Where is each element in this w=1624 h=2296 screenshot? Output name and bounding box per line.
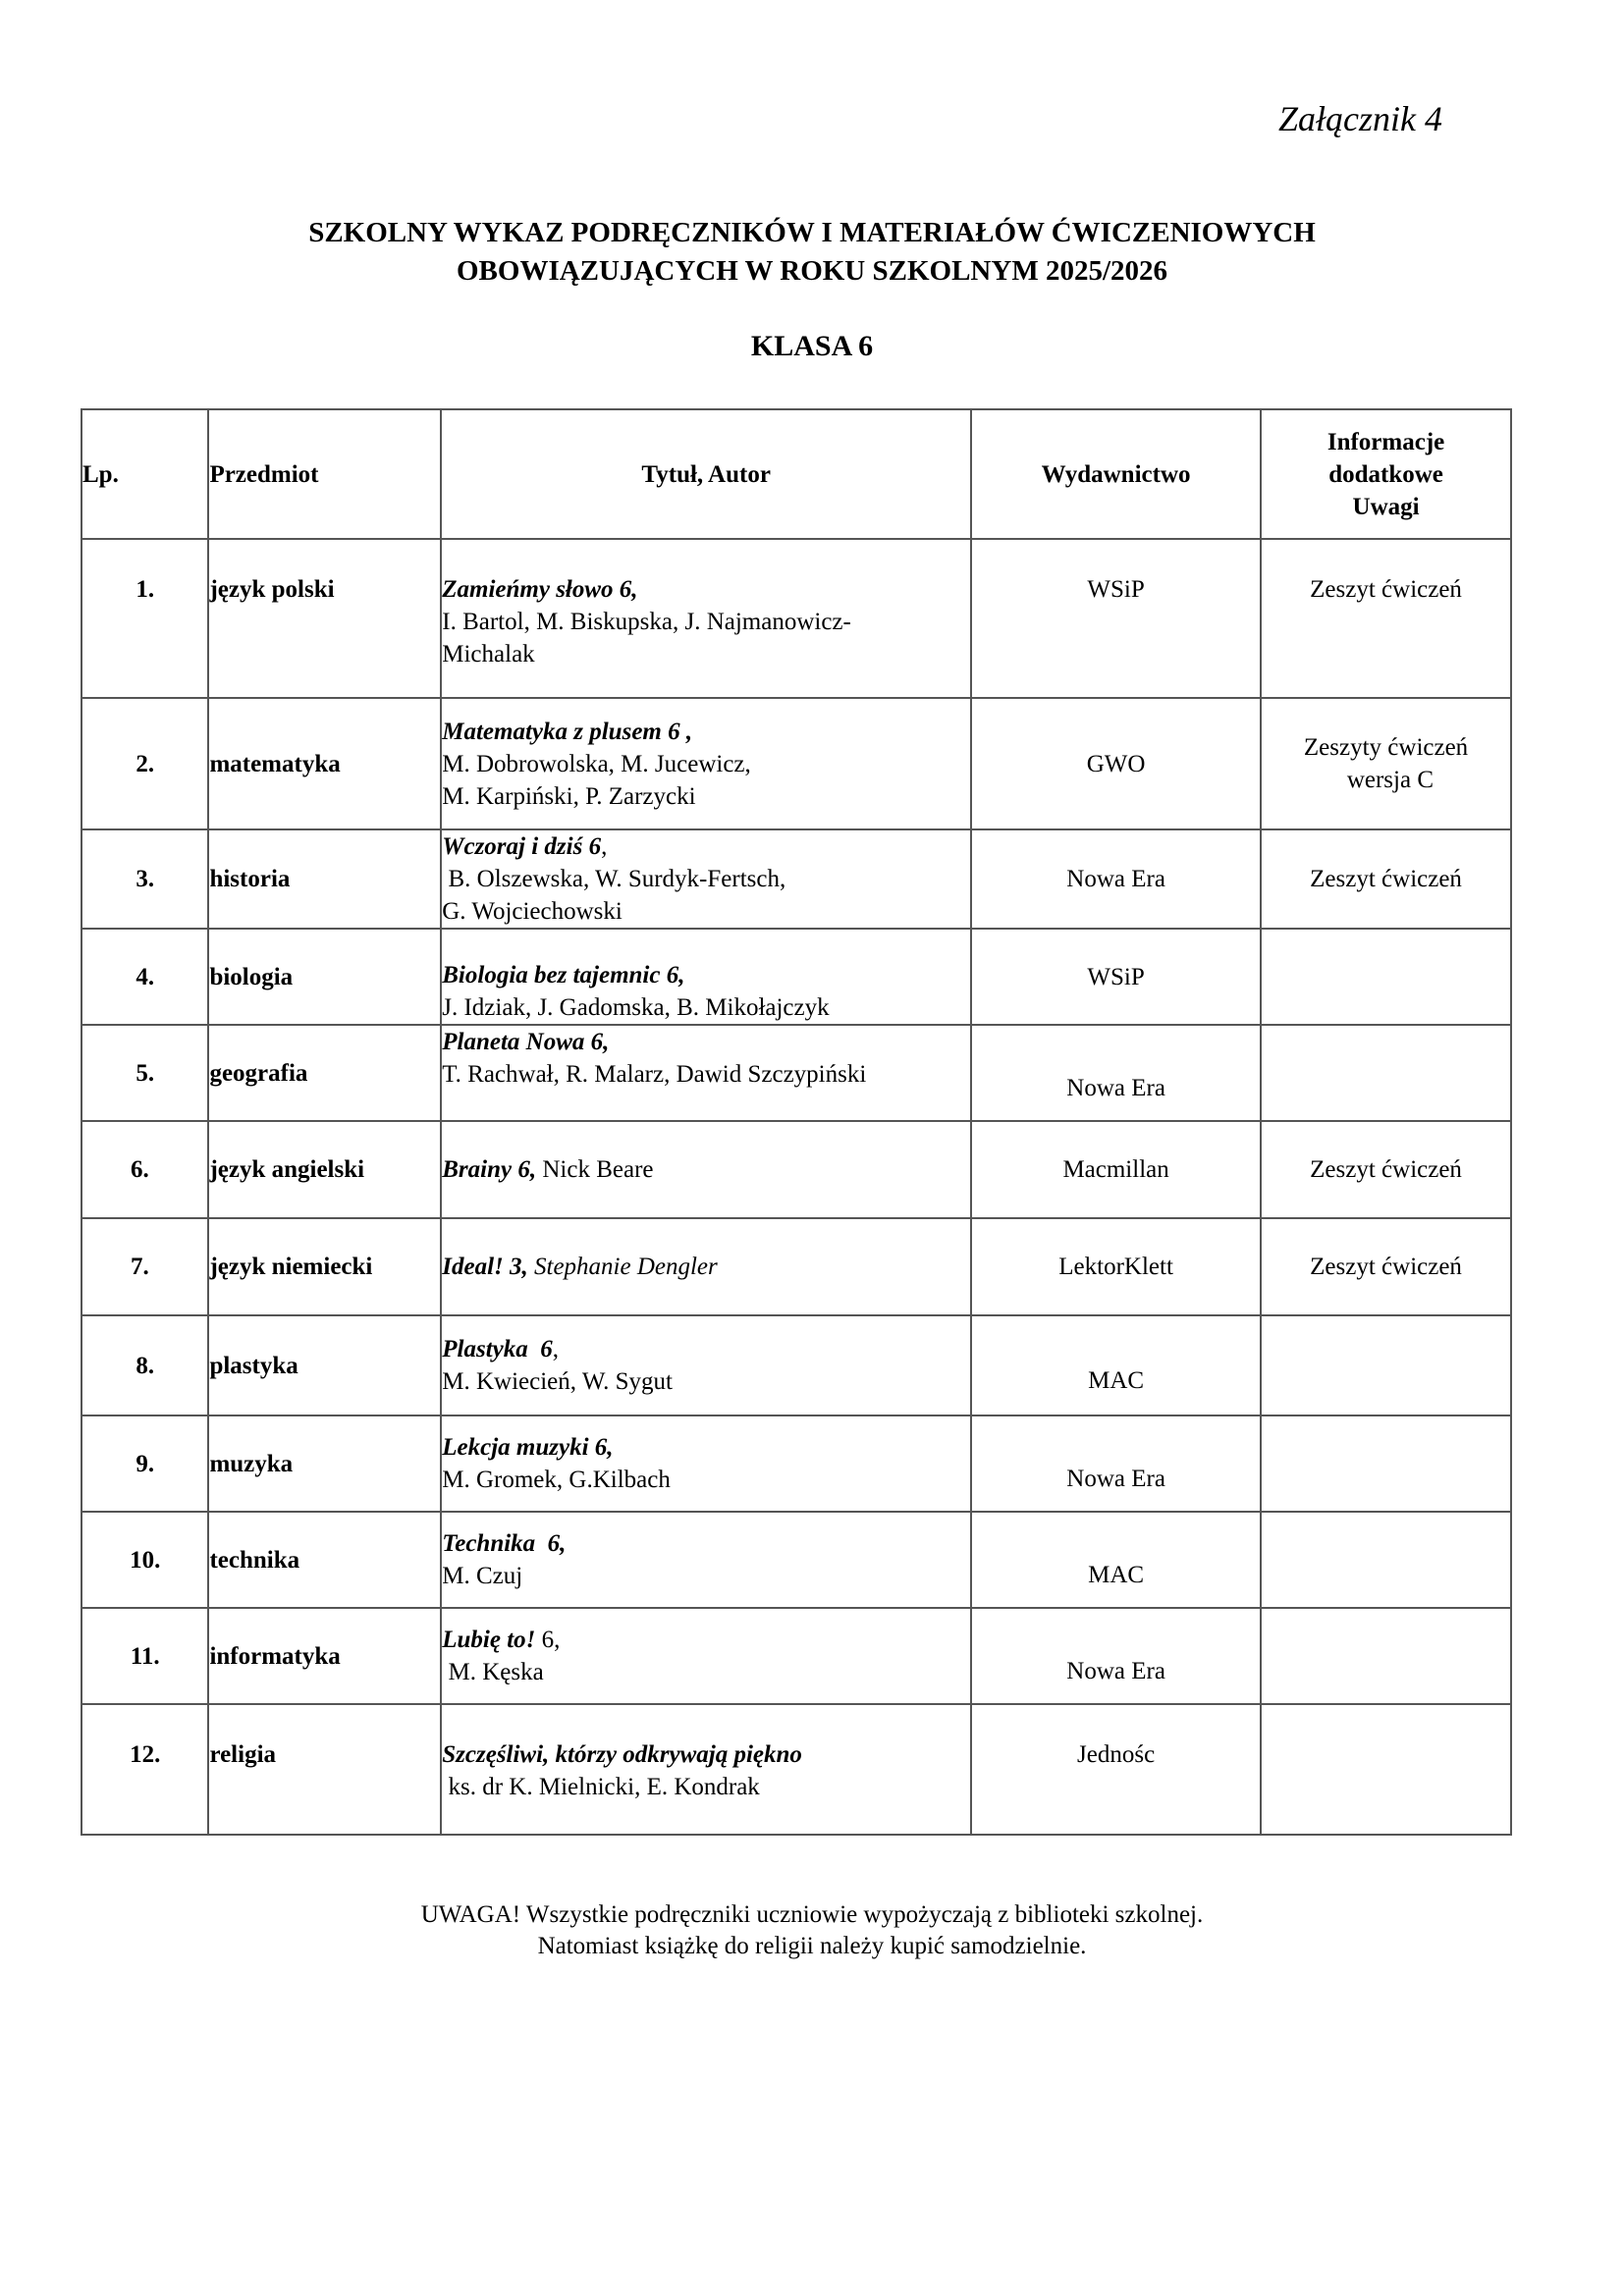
row-title-author xyxy=(441,1025,971,1121)
footer-note-line-2: Natomiast książkę do religii należy kupić samodzielnie. xyxy=(537,1933,1087,1959)
row-info xyxy=(1261,1315,1511,1415)
header-publisher: Wydawnictwo xyxy=(971,409,1261,539)
row-title-author xyxy=(441,1608,971,1704)
book-title-line xyxy=(442,1333,970,1365)
book-title: Ideal! 3, xyxy=(442,1254,528,1280)
row-publisher: MAC xyxy=(971,1315,1261,1415)
table-row xyxy=(81,1218,1511,1315)
row-title-author xyxy=(441,539,971,698)
row-publisher: Nowa Era xyxy=(971,829,1261,929)
book-title-suffix: 6, xyxy=(535,1627,561,1653)
row-publisher: Macmillan xyxy=(971,1121,1261,1218)
row-lp: 11. xyxy=(81,1608,208,1704)
book-author-cont: M. Karpiński, P. Zarzycki xyxy=(442,782,696,810)
row-info: Zeszyt ćwiczeń xyxy=(1261,1121,1511,1218)
book-author: Stephanie Dengler xyxy=(527,1254,718,1280)
row-title-author xyxy=(441,1512,971,1608)
book-title: Lekcja muzyki 6, xyxy=(442,1434,614,1461)
row-lp: 12. xyxy=(81,1704,208,1835)
header-title-author: Tytuł, Autor xyxy=(441,409,971,539)
book-author: I. Bartol, M. Biskupska, J. Najmanowicz- xyxy=(442,609,851,635)
row-lp: 1. xyxy=(81,539,208,698)
attachment-label: Załącznik 4 xyxy=(1278,99,1442,138)
row-subject: technika xyxy=(208,1512,441,1608)
table-row xyxy=(81,1608,1511,1704)
table-row xyxy=(81,1315,1511,1415)
book-title-line xyxy=(442,830,970,863)
book-title-line xyxy=(442,1624,970,1656)
row-publisher: Nowa Era xyxy=(971,1415,1261,1512)
table-row xyxy=(81,929,1511,1025)
class-title: KLASA 6 xyxy=(750,330,874,362)
book-author: M. Gromek, G.Kilbach xyxy=(442,1467,671,1493)
table-row xyxy=(81,1025,1511,1121)
row-info: Zeszyt ćwiczeń xyxy=(1261,1218,1511,1315)
row-lp: 2. xyxy=(81,698,208,829)
book-title: Brainy 6, xyxy=(442,1156,537,1183)
row-subject: informatyka xyxy=(208,1608,441,1704)
row-info-line-1: Zeszyty ćwiczeń xyxy=(1303,734,1469,761)
row-subject: religia xyxy=(208,1704,441,1835)
row-info-line-2: wersja C xyxy=(1346,767,1434,793)
book-title: Biologia bez tajemnic 6, xyxy=(442,962,685,988)
book-title: Zamieńmy słowo 6, xyxy=(442,576,638,603)
row-title-author xyxy=(441,829,971,929)
row-subject: muzyka xyxy=(208,1415,441,1512)
footer-note xyxy=(0,1899,1624,1962)
book-title: Matematyka z plusem 6 , xyxy=(442,718,693,745)
book-title-suffix: , xyxy=(552,1336,559,1362)
book-title: Szczęśliwi, którzy odkrywają piękno xyxy=(442,1741,802,1768)
row-subject: matematyka xyxy=(208,698,441,829)
table-row xyxy=(81,1704,1511,1835)
row-info xyxy=(1261,929,1511,1025)
book-author-cont: G. Wojciechowski xyxy=(442,898,623,925)
row-lp: 4. xyxy=(81,929,208,1025)
book-author: J. Idziak, J. Gadomska, B. Mikołajczyk xyxy=(442,994,830,1021)
book-title-suffix: , xyxy=(601,833,608,860)
row-publisher: LektorKlett xyxy=(971,1218,1261,1315)
book-title: Planeta Nowa 6, xyxy=(442,1029,610,1055)
row-info xyxy=(1261,1415,1511,1512)
table-row xyxy=(81,539,1511,698)
book-author-cont: Michalak xyxy=(442,641,535,667)
textbook-table xyxy=(81,408,1512,1836)
book-title: Lubię to! xyxy=(442,1627,536,1653)
row-subject: biologia xyxy=(208,929,441,1025)
row-lp: 6. xyxy=(81,1121,208,1218)
header-info-line-3: Uwagi xyxy=(1352,493,1420,520)
document-heading xyxy=(0,214,1624,291)
row-info xyxy=(1261,1512,1511,1608)
table-row xyxy=(81,1512,1511,1608)
row-title-author xyxy=(441,929,971,1025)
book-author: M. Kwiecień, W. Sygut xyxy=(442,1368,673,1395)
row-publisher: WSiP xyxy=(971,929,1261,1025)
book-author: B. Olszewska, W. Surdyk-Fertsch, xyxy=(442,866,786,892)
book-author: M. Czuj xyxy=(442,1563,523,1589)
book-author: T. Rachwał, R. Malarz, Dawid Szczypiński xyxy=(442,1061,867,1088)
row-lp: 8. xyxy=(81,1315,208,1415)
header-subject: Przedmiot xyxy=(208,409,441,539)
table-row xyxy=(81,1415,1511,1512)
row-title-author xyxy=(441,1121,971,1218)
row-info xyxy=(1261,1608,1511,1704)
book-author: ks. dr K. Mielnicki, E. Kondrak xyxy=(442,1774,760,1800)
row-publisher: Jednośc xyxy=(971,1704,1261,1835)
row-lp: 10. xyxy=(81,1512,208,1608)
row-title-author xyxy=(441,1415,971,1512)
table-row xyxy=(81,1121,1511,1218)
book-author: Nick Beare xyxy=(536,1156,654,1183)
header-info-line-1: Informacje xyxy=(1326,428,1445,455)
row-publisher: Nowa Era xyxy=(971,1025,1261,1121)
table-header-row xyxy=(81,409,1511,539)
row-subject: geografia xyxy=(208,1025,441,1121)
row-subject: plastyka xyxy=(208,1315,441,1415)
row-publisher: WSiP xyxy=(971,539,1261,698)
row-title-author xyxy=(441,698,971,829)
row-title-author xyxy=(441,1218,971,1315)
header-info xyxy=(1261,409,1511,539)
book-title: Technika 6, xyxy=(442,1530,567,1557)
heading-line-2: OBOWIĄZUJĄCYCH W ROKU SZKOLNYM 2025/2026 xyxy=(457,255,1167,287)
row-lp: 7. xyxy=(81,1218,208,1315)
row-subject: język angielski xyxy=(208,1121,441,1218)
row-subject: język polski xyxy=(208,539,441,698)
book-title: Wczoraj i dziś 6 xyxy=(442,833,602,860)
row-subject: język niemiecki xyxy=(208,1218,441,1315)
row-title-author xyxy=(441,1704,971,1835)
table-row xyxy=(81,829,1511,929)
header-lp: Lp. xyxy=(81,409,208,539)
row-info: Zeszyt ćwiczeń xyxy=(1261,829,1511,929)
book-title: Plastyka 6 xyxy=(442,1336,553,1362)
row-subject: historia xyxy=(208,829,441,929)
row-lp: 3. xyxy=(81,829,208,929)
row-info: Zeszyt ćwiczeń xyxy=(1261,539,1511,698)
table-row xyxy=(81,698,1511,829)
row-info xyxy=(1261,1025,1511,1121)
row-info xyxy=(1261,1704,1511,1835)
row-lp: 5. xyxy=(81,1025,208,1121)
book-author: M. Kęska xyxy=(442,1659,544,1685)
book-author: M. Dobrowolska, M. Jucewicz, xyxy=(442,750,751,777)
row-publisher: MAC xyxy=(971,1512,1261,1608)
row-title-author xyxy=(441,1315,971,1415)
heading-line-1: SZKOLNY WYKAZ PODRĘCZNIKÓW I MATERIAŁÓW ĆWICZENIOWYCH xyxy=(308,217,1316,248)
row-publisher: Nowa Era xyxy=(971,1608,1261,1704)
header-info-line-2: dodatkowe xyxy=(1328,460,1443,488)
footer-note-line-1: UWAGA! Wszystkie podręczniki uczniowie wypożyczają z biblioteki szkolnej. xyxy=(420,1901,1204,1928)
row-publisher: GWO xyxy=(971,698,1261,829)
row-info xyxy=(1261,698,1511,829)
row-lp: 9. xyxy=(81,1415,208,1512)
